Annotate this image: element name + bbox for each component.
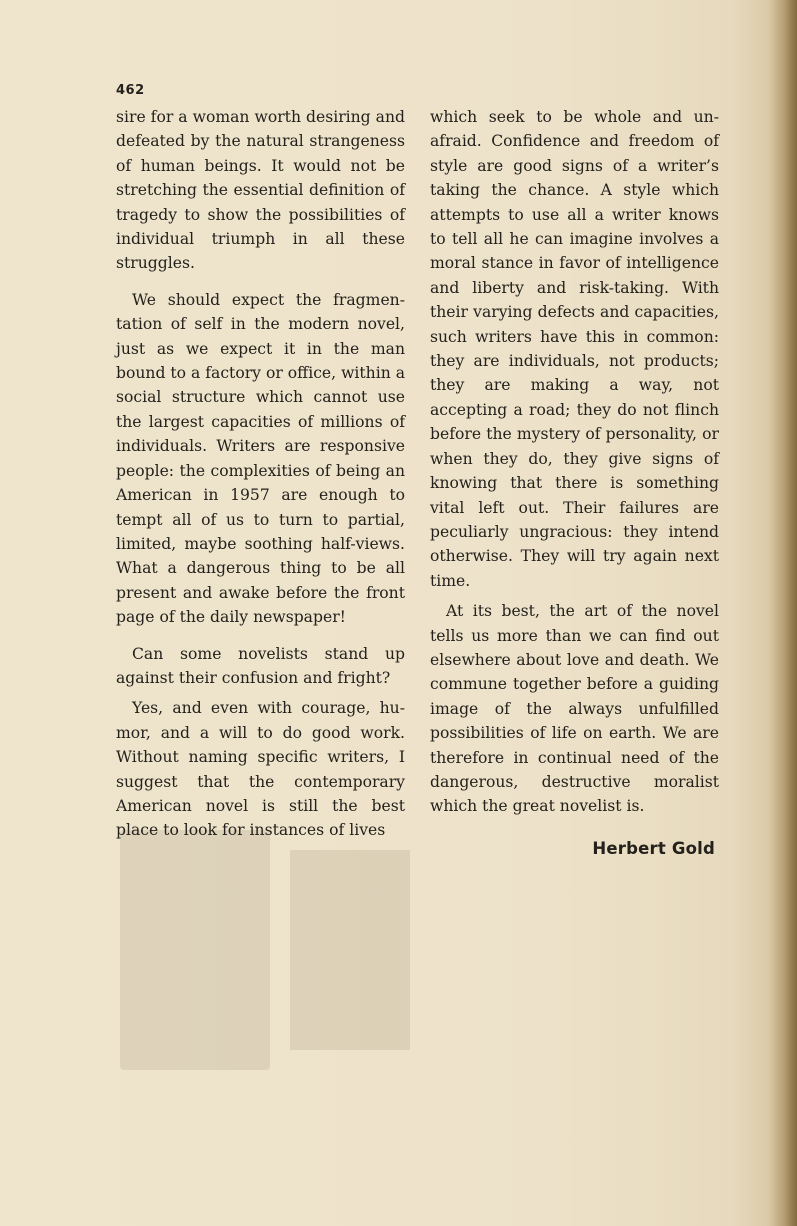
paragraph: sire for a woman worth desiring and defeated by the natural strangeness of human beings. It would not be stretching the essential definition of tragedy to show the possibilities of individual triumph in all these struggles. — [116, 108, 405, 273]
paragraph: Yes, and even with courage, humor, and a will to do good work. Without naming specific writers, I suggest that the contemporary American novel is still the best place to look for instances of lives — [116, 699, 405, 840]
bleed-through-shadow — [110, 830, 430, 1090]
author-signature: Herbert Gold — [592, 838, 715, 858]
spine-shadow — [767, 0, 797, 1226]
left-column — [116, 105, 405, 843]
paragraph: At its best, the art of the novel tells us more than we can find out elsewhere about love and death. We commune together before a guiding image of the always unfulfilled possibilities of life on earth. We are therefore in continual need of the dangerous, destructive moralist which the great novelist is. — [430, 602, 719, 816]
paragraph: Can some novelists stand up against their confusion and fright? — [116, 644, 405, 687]
paragraph: We should expect the fragmentation of self in the modern novel, just as we expect it in the man bound to a factory or office, within a social structure which cannot use the largest capacities of millions of individuals. Writers are responsive people: the complexities of being an American in 1957 are enough to tempt all of us to turn to partial, limited, maybe soothing half-views. What a dangerous thing to be all present and awake before the front page of the daily newspaper! — [116, 290, 405, 627]
page-number: 462 — [116, 83, 145, 98]
paragraph: which seek to be whole and unafraid. Confidence and freedom of style are good signs of a writer’s taking the chance. A style which attempts to use all a writer knows to tell all he can imagine involves a moral stance in favor of intelligence and liberty and risk-taking. With their varying defects and capacities, such writers have this in common: they are individuals, not products; they are making a way, not accepting a road; they do not flinch before the mystery of personality, or when they do, they give signs of knowing that there is something vital left out. Their failures are peculiarly ungracious: they intend otherwise. They will try again next time. — [430, 108, 719, 590]
right-column — [430, 105, 719, 861]
